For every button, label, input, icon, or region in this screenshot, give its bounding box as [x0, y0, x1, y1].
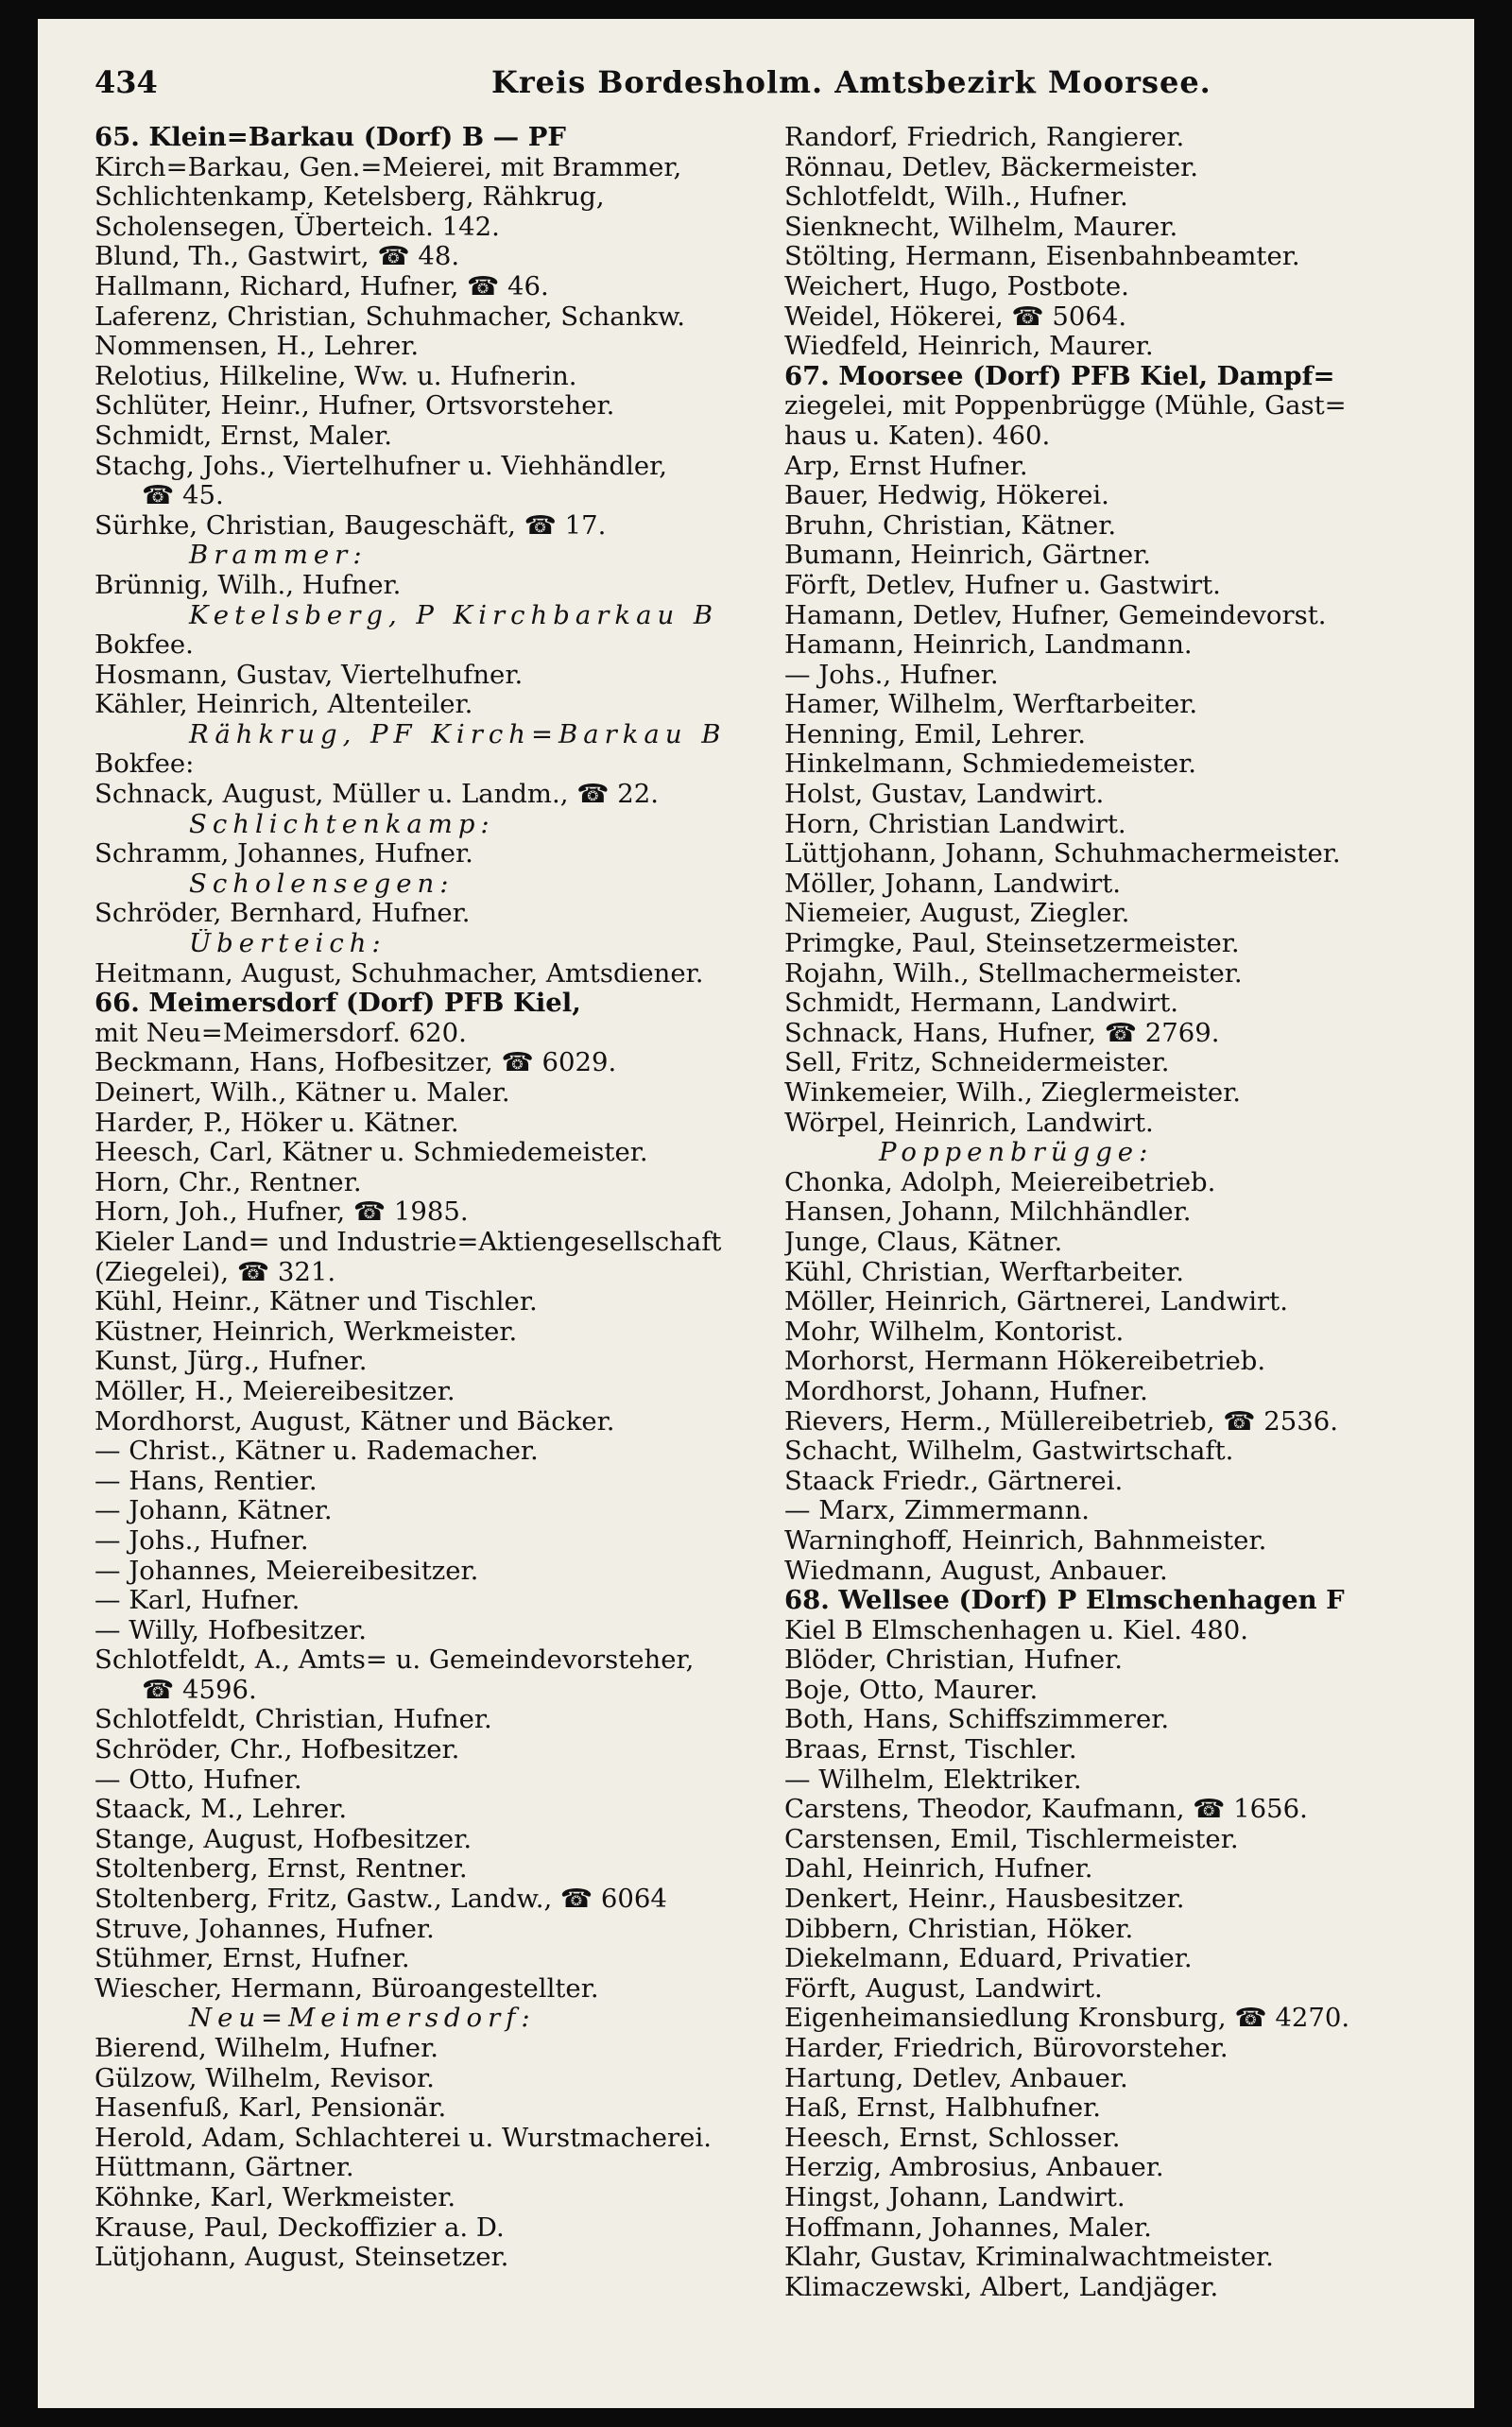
directory-entry: Harder, Friedrich, Bürovorsteher.: [784, 2034, 1228, 2063]
directory-entry: Stange, August, Hofbesitzer.: [94, 1824, 472, 1854]
directory-entry: Wiescher, Hermann, Büroangestellter.: [94, 1973, 599, 2004]
section-heading: 65. Klein=Barkau (Dorf) B — PF: [94, 123, 566, 152]
directory-entry: Gülzow, Wilhelm, Revisor.: [94, 2063, 435, 2093]
page-header: [94, 57, 1418, 113]
directory-entry: — Karl, Hufner.: [94, 1586, 301, 1616]
directory-entry: Schlotfeldt, Christian, Hufner.: [94, 1705, 492, 1735]
directory-entry: Primgke, Paul, Steinsetzermeister.: [784, 929, 1240, 959]
subsection-heading: Überteich:: [189, 929, 387, 959]
directory-entry: Niemeier, August, Ziegler.: [784, 899, 1130, 929]
directory-entry: Harder, P., Höker u. Kätner.: [94, 1108, 459, 1138]
directory-entry: Lütjohann, August, Steinsetzer.: [94, 2243, 509, 2273]
directory-entry: Deinert, Wilh., Kätner u. Maler.: [94, 1078, 510, 1108]
directory-entry: Schlotfeldt, Wilh., Hufner.: [784, 182, 1128, 213]
directory-entry: ziegelei, mit Poppenbrügge (Mühle, Gast=: [784, 391, 1347, 422]
directory-entry: Hasenfuß, Karl, Pensionär.: [94, 2093, 447, 2124]
directory-entry: Schlichtenkamp, Ketelsberg, Rähkrug,: [94, 182, 605, 213]
directory-entry: Warninghoff, Heinrich, Bahnmeister.: [784, 1525, 1267, 1556]
directory-entry: Hamer, Wilhelm, Werftarbeiter.: [784, 690, 1198, 720]
directory-entry: (Ziegelei), ☎ 321.: [94, 1257, 336, 1287]
directory-entry: Möller, Johann, Landwirt.: [784, 869, 1122, 899]
directory-entry: Schlüter, Heinr., Hufner, Ortsvorsteher.: [94, 391, 615, 422]
directory-entry: Chonka, Adolph, Meiereibetrieb.: [784, 1167, 1216, 1197]
directory-entry: Stachg, Johs., Viertelhufner u. Viehhändler,: [94, 451, 668, 481]
directory-entry: Schnack, Hans, Hufner, ☎ 2769.: [784, 1018, 1220, 1048]
directory-entry: Rievers, Herm., Müllereibetrieb, ☎ 2536.: [784, 1406, 1338, 1437]
directory-entry: Staack, M., Lehrer.: [94, 1795, 348, 1825]
directory-entry: Carstensen, Emil, Tischlermeister.: [784, 1824, 1239, 1854]
directory-entry: Bokfee:: [94, 749, 195, 780]
directory-entry: — Johs., Hufner.: [94, 1525, 309, 1556]
section-heading: 68. Wellsee (Dorf) P Elmschenhagen F: [784, 1586, 1345, 1616]
directory-entry: Horn, Chr., Rentner.: [94, 1167, 362, 1197]
directory-entry: Förft, August, Landwirt.: [784, 1973, 1103, 2004]
directory-entry: Schmidt, Ernst, Maler.: [94, 421, 393, 451]
directory-entry: Struve, Johannes, Hufner.: [94, 1914, 435, 1944]
directory-entry: Weidel, Hökerei, ☎ 5064.: [784, 301, 1127, 332]
directory-entry: Heesch, Ernst, Schlosser.: [784, 2123, 1121, 2153]
directory-entry: — Johannes, Meiereibesitzer.: [94, 1556, 479, 1586]
directory-entry: Carstens, Theodor, Kaufmann, ☎ 1656.: [784, 1795, 1308, 1825]
directory-entry: Arp, Ernst Hufner.: [784, 451, 1028, 481]
directory-entry: Eigenheimansiedlung Kronsburg, ☎ 4270.: [784, 2004, 1350, 2034]
directory-entry: Hartung, Detlev, Anbauer.: [784, 2063, 1128, 2093]
subsection-heading: Poppenbrügge:: [879, 1138, 1154, 1168]
directory-entry: Nommensen, H., Lehrer.: [94, 332, 420, 362]
directory-entry: Kirch=Barkau, Gen.=Meierei, mit Brammer,: [94, 152, 682, 182]
directory-entry: Dibbern, Christian, Höker.: [784, 1914, 1134, 1944]
directory-entry: Relotius, Hilkeline, Ww. u. Hufnerin.: [94, 361, 577, 391]
directory-entry: Sell, Fritz, Schneidermeister.: [784, 1048, 1170, 1078]
directory-entry: Lüttjohann, Johann, Schuhmachermeister.: [784, 839, 1341, 869]
directory-entry: ☎ 45.: [142, 481, 224, 511]
page-number: 434: [94, 64, 158, 100]
directory-entry: Schramm, Johannes, Hufner.: [94, 839, 473, 869]
directory-entry: Junge, Claus, Kätner.: [784, 1227, 1063, 1257]
directory-entry: Bokfee.: [94, 630, 194, 661]
directory-entry: Holst, Gustav, Landwirt.: [784, 780, 1105, 810]
directory-entry: Schnack, August, Müller u. Landm., ☎ 22.: [94, 780, 659, 810]
directory-entry: Bierend, Wilhelm, Hufner.: [94, 2034, 438, 2063]
subsection-heading: Scholensegen:: [189, 869, 455, 899]
directory-entry: — Hans, Rentier.: [94, 1466, 318, 1496]
directory-entry: Denkert, Heinr., Hausbesitzer.: [784, 1885, 1185, 1915]
directory-entry: Bauer, Hedwig, Hökerei.: [784, 481, 1109, 511]
directory-entry: Rojahn, Wilh., Stellmachermeister.: [784, 958, 1243, 989]
directory-entry: Köhnke, Karl, Werkmeister.: [94, 2182, 456, 2212]
directory-entry: Kühl, Heinr., Kätner und Tischler.: [94, 1287, 538, 1317]
directory-entry: Blöder, Christian, Hufner.: [784, 1645, 1124, 1676]
directory-entry: Hingst, Johann, Landwirt.: [784, 2182, 1125, 2212]
directory-entry: Mordhorst, August, Kätner und Bäcker.: [94, 1406, 615, 1437]
directory-entry: — Johs., Hufner.: [784, 660, 999, 690]
directory-entry: Mohr, Wilhelm, Kontorist.: [784, 1317, 1125, 1347]
subsection-heading: Schlichtenkamp:: [189, 809, 495, 839]
directory-entry: Rönnau, Detlev, Bäckermeister.: [784, 152, 1199, 182]
directory-entry: Scholensegen, Überteich. 142.: [94, 212, 500, 242]
directory-entry: Stoltenberg, Fritz, Gastw., Landw., ☎ 6064: [94, 1885, 667, 1915]
subsection-heading: Ketelsberg, P Kirchbarkau B: [189, 600, 719, 630]
directory-entry: Wiedmann, August, Anbauer.: [784, 1556, 1168, 1586]
page-scan: [38, 19, 1474, 2408]
directory-entry: Henning, Emil, Lehrer.: [784, 719, 1087, 749]
directory-entry: Bruhn, Christian, Kätner.: [784, 510, 1117, 541]
directory-entry: Brünnig, Wilh., Hufner.: [94, 570, 402, 600]
directory-entry: Hansen, Johann, Milchhändler.: [784, 1197, 1192, 1228]
directory-entry: Beckmann, Hans, Hofbesitzer, ☎ 6029.: [94, 1048, 617, 1078]
directory-entry: Diekelmann, Eduard, Privatier.: [784, 1944, 1193, 1974]
directory-entry: — Willy, Hofbesitzer.: [94, 1615, 367, 1645]
directory-entry: — Otto, Hufner.: [94, 1764, 302, 1795]
directory-entry: Heesch, Carl, Kätner u. Schmiedemeister.: [94, 1138, 648, 1168]
directory-entry: Schmidt, Hermann, Landwirt.: [784, 989, 1178, 1019]
directory-entry: Hamann, Detlev, Hufner, Gemeindevorst.: [784, 600, 1327, 630]
directory-entry: ☎ 4596.: [142, 1675, 257, 1705]
directory-entry: Weichert, Hugo, Postbote.: [784, 271, 1129, 301]
directory-entry: Schröder, Bernhard, Hufner.: [94, 899, 471, 929]
directory-entry: Schlotfeldt, A., Amts= u. Gemeindevorsteher,: [94, 1645, 695, 1676]
directory-entry: Horn, Christian Landwirt.: [784, 809, 1126, 839]
directory-entry: Both, Hans, Schiffszimmerer.: [784, 1705, 1170, 1735]
directory-entry: Randorf, Friedrich, Rangierer.: [784, 123, 1185, 152]
directory-entry: Schacht, Wilhelm, Gastwirtschaft.: [784, 1437, 1234, 1467]
directory-entry: Möller, Heinrich, Gärtnerei, Landwirt.: [784, 1287, 1288, 1317]
directory-entry: Haß, Ernst, Halbhufner.: [784, 2093, 1102, 2124]
directory-entry: Förft, Detlev, Hufner u. Gastwirt.: [784, 570, 1221, 600]
directory-entry: Klahr, Gustav, Kriminalwachtmeister.: [784, 2243, 1274, 2273]
directory-entry: Winkemeier, Wilh., Zieglermeister.: [784, 1078, 1242, 1108]
directory-entry: Sürhke, Christian, Baugeschäft, ☎ 17.: [94, 510, 607, 541]
directory-entry: — Marx, Zimmermann.: [784, 1496, 1091, 1526]
directory-entry: Hinkelmann, Schmiedemeister.: [784, 749, 1197, 780]
directory-entry: Stühmer, Ernst, Hufner.: [94, 1944, 410, 1974]
left-column: [94, 123, 737, 2273]
directory-entry: Hamann, Heinrich, Landmann.: [784, 630, 1193, 661]
directory-entry: — Christ., Kätner u. Rademacher.: [94, 1437, 539, 1467]
directory-entry: Laferenz, Christian, Schuhmacher, Schankw.: [94, 301, 686, 332]
directory-entry: Hüttmann, Gärtner.: [94, 2153, 354, 2183]
directory-entry: Morhorst, Hermann Hökereibetrieb.: [784, 1347, 1266, 1377]
page-title: Kreis Bordesholm. Amtsbezirk Moorsee.: [491, 64, 1211, 100]
subsection-heading: Brammer:: [189, 541, 368, 571]
section-heading: 66. Meimersdorf (Dorf) PFB Kiel,: [94, 989, 581, 1019]
directory-entry: Herzig, Ambrosius, Anbauer.: [784, 2153, 1164, 2183]
directory-entry: Mordhorst, Johann, Hufner.: [784, 1376, 1148, 1406]
directory-entry: Hallmann, Richard, Hufner, ☎ 46.: [94, 271, 549, 301]
directory-entry: Schröder, Chr., Hofbesitzer.: [94, 1735, 460, 1765]
directory-entry: Stoltenberg, Ernst, Rentner.: [94, 1854, 468, 1885]
directory-entry: Bumann, Heinrich, Gärtner.: [784, 541, 1152, 571]
section-heading: 67. Moorsee (Dorf) PFB Kiel, Dampf=: [784, 361, 1335, 391]
directory-entry: Krause, Paul, Deckoffizier a. D.: [94, 2212, 505, 2243]
directory-entry: Möller, H., Meiereibesitzer.: [94, 1376, 455, 1406]
directory-entry: Kähler, Heinrich, Altenteiler.: [94, 690, 473, 720]
directory-entry: Kiel B Elmschenhagen u. Kiel. 480.: [784, 1615, 1249, 1645]
directory-entry: mit Neu=Meimersdorf. 620.: [94, 1018, 467, 1048]
directory-entry: Dahl, Heinrich, Hufner.: [784, 1854, 1093, 1885]
directory-entry: Braas, Ernst, Tischler.: [784, 1735, 1077, 1765]
directory-entry: Klimaczewski, Albert, Landjäger.: [784, 2272, 1219, 2302]
subsection-heading: Neu=Meimersdorf:: [189, 2004, 536, 2034]
directory-entry: — Wilhelm, Elektriker.: [784, 1764, 1082, 1795]
directory-entry: Hosmann, Gustav, Viertelhufner.: [94, 660, 524, 690]
directory-entry: Stölting, Hermann, Eisenbahnbeamter.: [784, 242, 1300, 272]
directory-entry: Horn, Joh., Hufner, ☎ 1985.: [94, 1197, 469, 1228]
directory-entry: Wiedfeld, Heinrich, Maurer.: [784, 332, 1154, 362]
directory-entry: Wörpel, Heinrich, Landwirt.: [784, 1108, 1154, 1138]
directory-entry: haus u. Katen). 460.: [784, 421, 1051, 451]
directory-entry: Kieler Land= und Industrie=Aktiengesellschaft: [94, 1227, 722, 1257]
directory-entry: Sienknecht, Wilhelm, Maurer.: [784, 212, 1178, 242]
directory-entry: — Johann, Kätner.: [94, 1496, 333, 1526]
directory-entry: Hoffmann, Johannes, Maler.: [784, 2212, 1152, 2243]
right-column: [784, 123, 1427, 2302]
directory-entry: Kunst, Jürg., Hufner.: [94, 1347, 368, 1377]
subsection-heading: Rähkrug, PF Kirch=Barkau B: [189, 719, 727, 749]
directory-entry: Boje, Otto, Maurer.: [784, 1675, 1039, 1705]
directory-entry: Staack Friedr., Gärtnerei.: [784, 1466, 1124, 1496]
directory-entry: Kühl, Christian, Werftarbeiter.: [784, 1257, 1184, 1287]
directory-entry: Küstner, Heinrich, Werkmeister.: [94, 1317, 518, 1347]
directory-entry: Heitmann, August, Schuhmacher, Amtsdiener.: [94, 958, 704, 989]
directory-entry: Blund, Th., Gastwirt, ☎ 48.: [94, 242, 460, 272]
directory-entry: Herold, Adam, Schlachterei u. Wurstmacherei.: [94, 2123, 712, 2153]
